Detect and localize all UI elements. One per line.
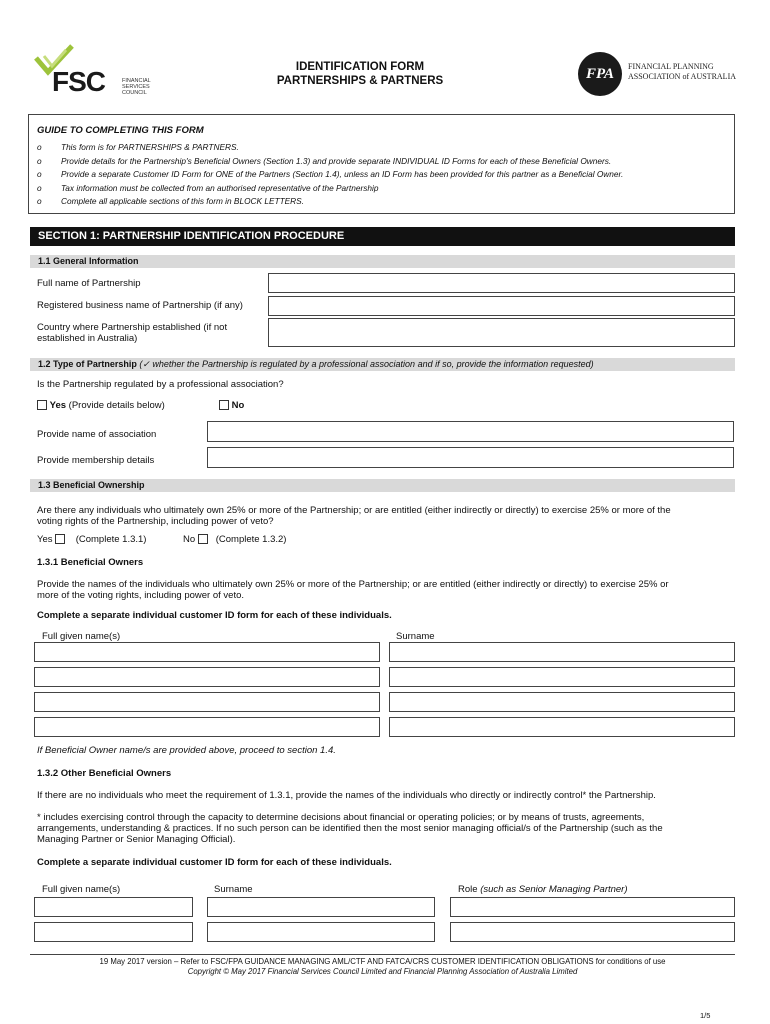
footer: [30, 957, 735, 977]
page-number: 1/5: [700, 1011, 711, 1020]
regulated-question: Is the Partnership regulated by a professional association?: [37, 379, 284, 390]
fpa-logo-text: FINANCIAL PLANNING ASSOCIATION of AUSTRALIA: [628, 62, 737, 81]
owner-3-given-name-field[interactable]: [34, 692, 380, 712]
beneficial-yes-option: Yes (Complete 1.3.1): [37, 534, 147, 545]
owner-1-surname-field[interactable]: [389, 642, 735, 662]
business-name-field[interactable]: [268, 296, 735, 316]
surname-column-header: Surname: [396, 631, 435, 642]
guide-item: o Provide a separate Customer ID Form for ONE of the Partners (Section 1.4), unless an ID Form has been provided for this partner as a Beneficial Owner.: [37, 169, 624, 180]
regulated-no-checkbox[interactable]: [219, 400, 229, 410]
guide-box: [28, 114, 735, 214]
beneficial-owners-instruction: Complete a separate individual customer ID form for each of these individuals.: [37, 610, 392, 621]
owner-2-given-name-field[interactable]: [34, 667, 380, 687]
owner-1-given-name-field[interactable]: [34, 642, 380, 662]
other-owners-text: If there are no individuals who meet the requirement of 1.3.1, provide the names of the individuals who directly or indirectly control* the Partnership.: [37, 790, 656, 801]
owner-3-surname-field[interactable]: [389, 692, 735, 712]
membership-label: Provide membership details: [37, 455, 155, 466]
form-title-line2: PARTNERSHIPS & PARTNERS: [276, 75, 444, 87]
beneficial-yes-checkbox[interactable]: [55, 534, 65, 544]
other-2-surname-field[interactable]: [207, 922, 435, 942]
fsc-logo: [34, 44, 164, 100]
other-1-role-field[interactable]: [450, 897, 735, 917]
guide-item: o Provide details for the Partnership's Beneficial Owners (Section 1.3) and provide separate INDIVIDUAL ID Forms for each of these Beneficial Owners.: [37, 155, 612, 166]
owner-4-given-name-field[interactable]: [34, 717, 380, 737]
country-field[interactable]: [268, 318, 735, 347]
section-1-header: SECTION 1: PARTNERSHIP IDENTIFICATION PROCEDURE: [30, 227, 735, 246]
beneficial-question: Are there any individuals who ultimately own 25% or more of the Partnership; or are entitled (either indirectly or directly) to exercise 25% or more of the voting rights of the Partnership, including power of veto?: [37, 505, 671, 527]
country-label: Country where Partnership established (if not established in Australia): [37, 322, 228, 344]
other-surname-column-header: Surname: [214, 884, 253, 895]
other-1-surname-field[interactable]: [207, 897, 435, 917]
association-name-label: Provide name of association: [37, 429, 157, 440]
other-2-role-field[interactable]: [450, 922, 735, 942]
guide-title: GUIDE TO COMPLETING THIS FORM: [37, 125, 204, 136]
fsc-logo-subtitle: FINANCIAL SERVICES COUNCIL: [122, 78, 151, 96]
subsection-1-3-header: 1.3 Beneficial Ownership: [30, 479, 735, 492]
beneficial-no-checkbox[interactable]: [198, 534, 208, 544]
subsection-1-3-2-title: 1.3.2 Other Beneficial Owners: [37, 768, 172, 779]
beneficial-owners-text: Provide the names of the individuals who ultimately own 25% or more of the Partnership; or are entitled (either indirectly or directly) to exercise 25% or more of the voting rights, including power of veto.: [37, 579, 669, 601]
full-name-label: Full name of Partnership: [37, 278, 141, 289]
full-name-field[interactable]: [268, 273, 735, 293]
proceed-note: If Beneficial Owner name/s are provided above, proceed to section 1.4.: [37, 745, 336, 756]
subsection-1-2-header: 1.2 Type of Partnership (✓ whether the Partnership is regulated by a professional association and if so, provide the information requested): [30, 358, 735, 371]
owner-4-surname-field[interactable]: [389, 717, 735, 737]
form-title-line1: IDENTIFICATION FORM: [295, 61, 425, 73]
footer-version: 19 May 2017 version – Refer to FSC/FPA GUIDANCE MANAGING AML/CTF AND FATCA/CRS CUSTOMER IDENTIFICATION OBLIGATIONS for conditions of use: [99, 957, 666, 966]
given-name-column-header: Full given name(s): [42, 631, 121, 642]
subsection-1-3-1-title: 1.3.1 Beneficial Owners: [37, 557, 144, 568]
footer-divider: [30, 954, 735, 955]
form-title: [230, 60, 490, 88]
guide-item: o Complete all applicable sections of this form in BLOCK LETTERS.: [37, 196, 305, 207]
other-1-given-name-field[interactable]: [34, 897, 193, 917]
regulated-yes-checkbox[interactable]: [37, 400, 47, 410]
fpa-logo-mark: FPA: [578, 52, 622, 96]
fsc-logo-text: FSC: [52, 66, 105, 97]
guide-item: o Tax information must be collected from an authorised representative of the Partnership: [37, 182, 379, 193]
business-name-label: Registered business name of Partnership (if any): [37, 300, 243, 311]
other-2-given-name-field[interactable]: [34, 922, 193, 942]
fpa-logo: [578, 52, 738, 100]
beneficial-no-option: No (Complete 1.3.2): [183, 534, 287, 545]
footer-copyright: Copyright © May 2017 Financial Services Council Limited and Financial Planning Association of Australia Limited: [187, 967, 578, 976]
guide-item: o This form is for PARTNERSHIPS & PARTNERS.: [37, 142, 239, 152]
control-note: * includes exercising control through the capacity to determine decisions about financial or operating policies; or by means of trusts, agreements, arrangements, understanding & practices. If no such person can be identified then the most senior managing official/s of the Partnership (such as the Managing Partner or Senior Managing Official).: [37, 812, 663, 845]
role-column-header: Role (such as Senior Managing Partner): [458, 884, 628, 895]
regulated-no-option: No: [219, 400, 244, 411]
membership-field[interactable]: [207, 447, 734, 468]
other-given-name-column-header: Full given name(s): [42, 884, 121, 895]
subsection-1-1-header: 1.1 General Information: [30, 255, 735, 268]
other-owners-instruction: Complete a separate individual customer ID form for each of these individuals.: [37, 857, 392, 868]
association-name-field[interactable]: [207, 421, 734, 442]
owner-2-surname-field[interactable]: [389, 667, 735, 687]
regulated-yes-option: Yes (Provide details below): [37, 400, 165, 411]
